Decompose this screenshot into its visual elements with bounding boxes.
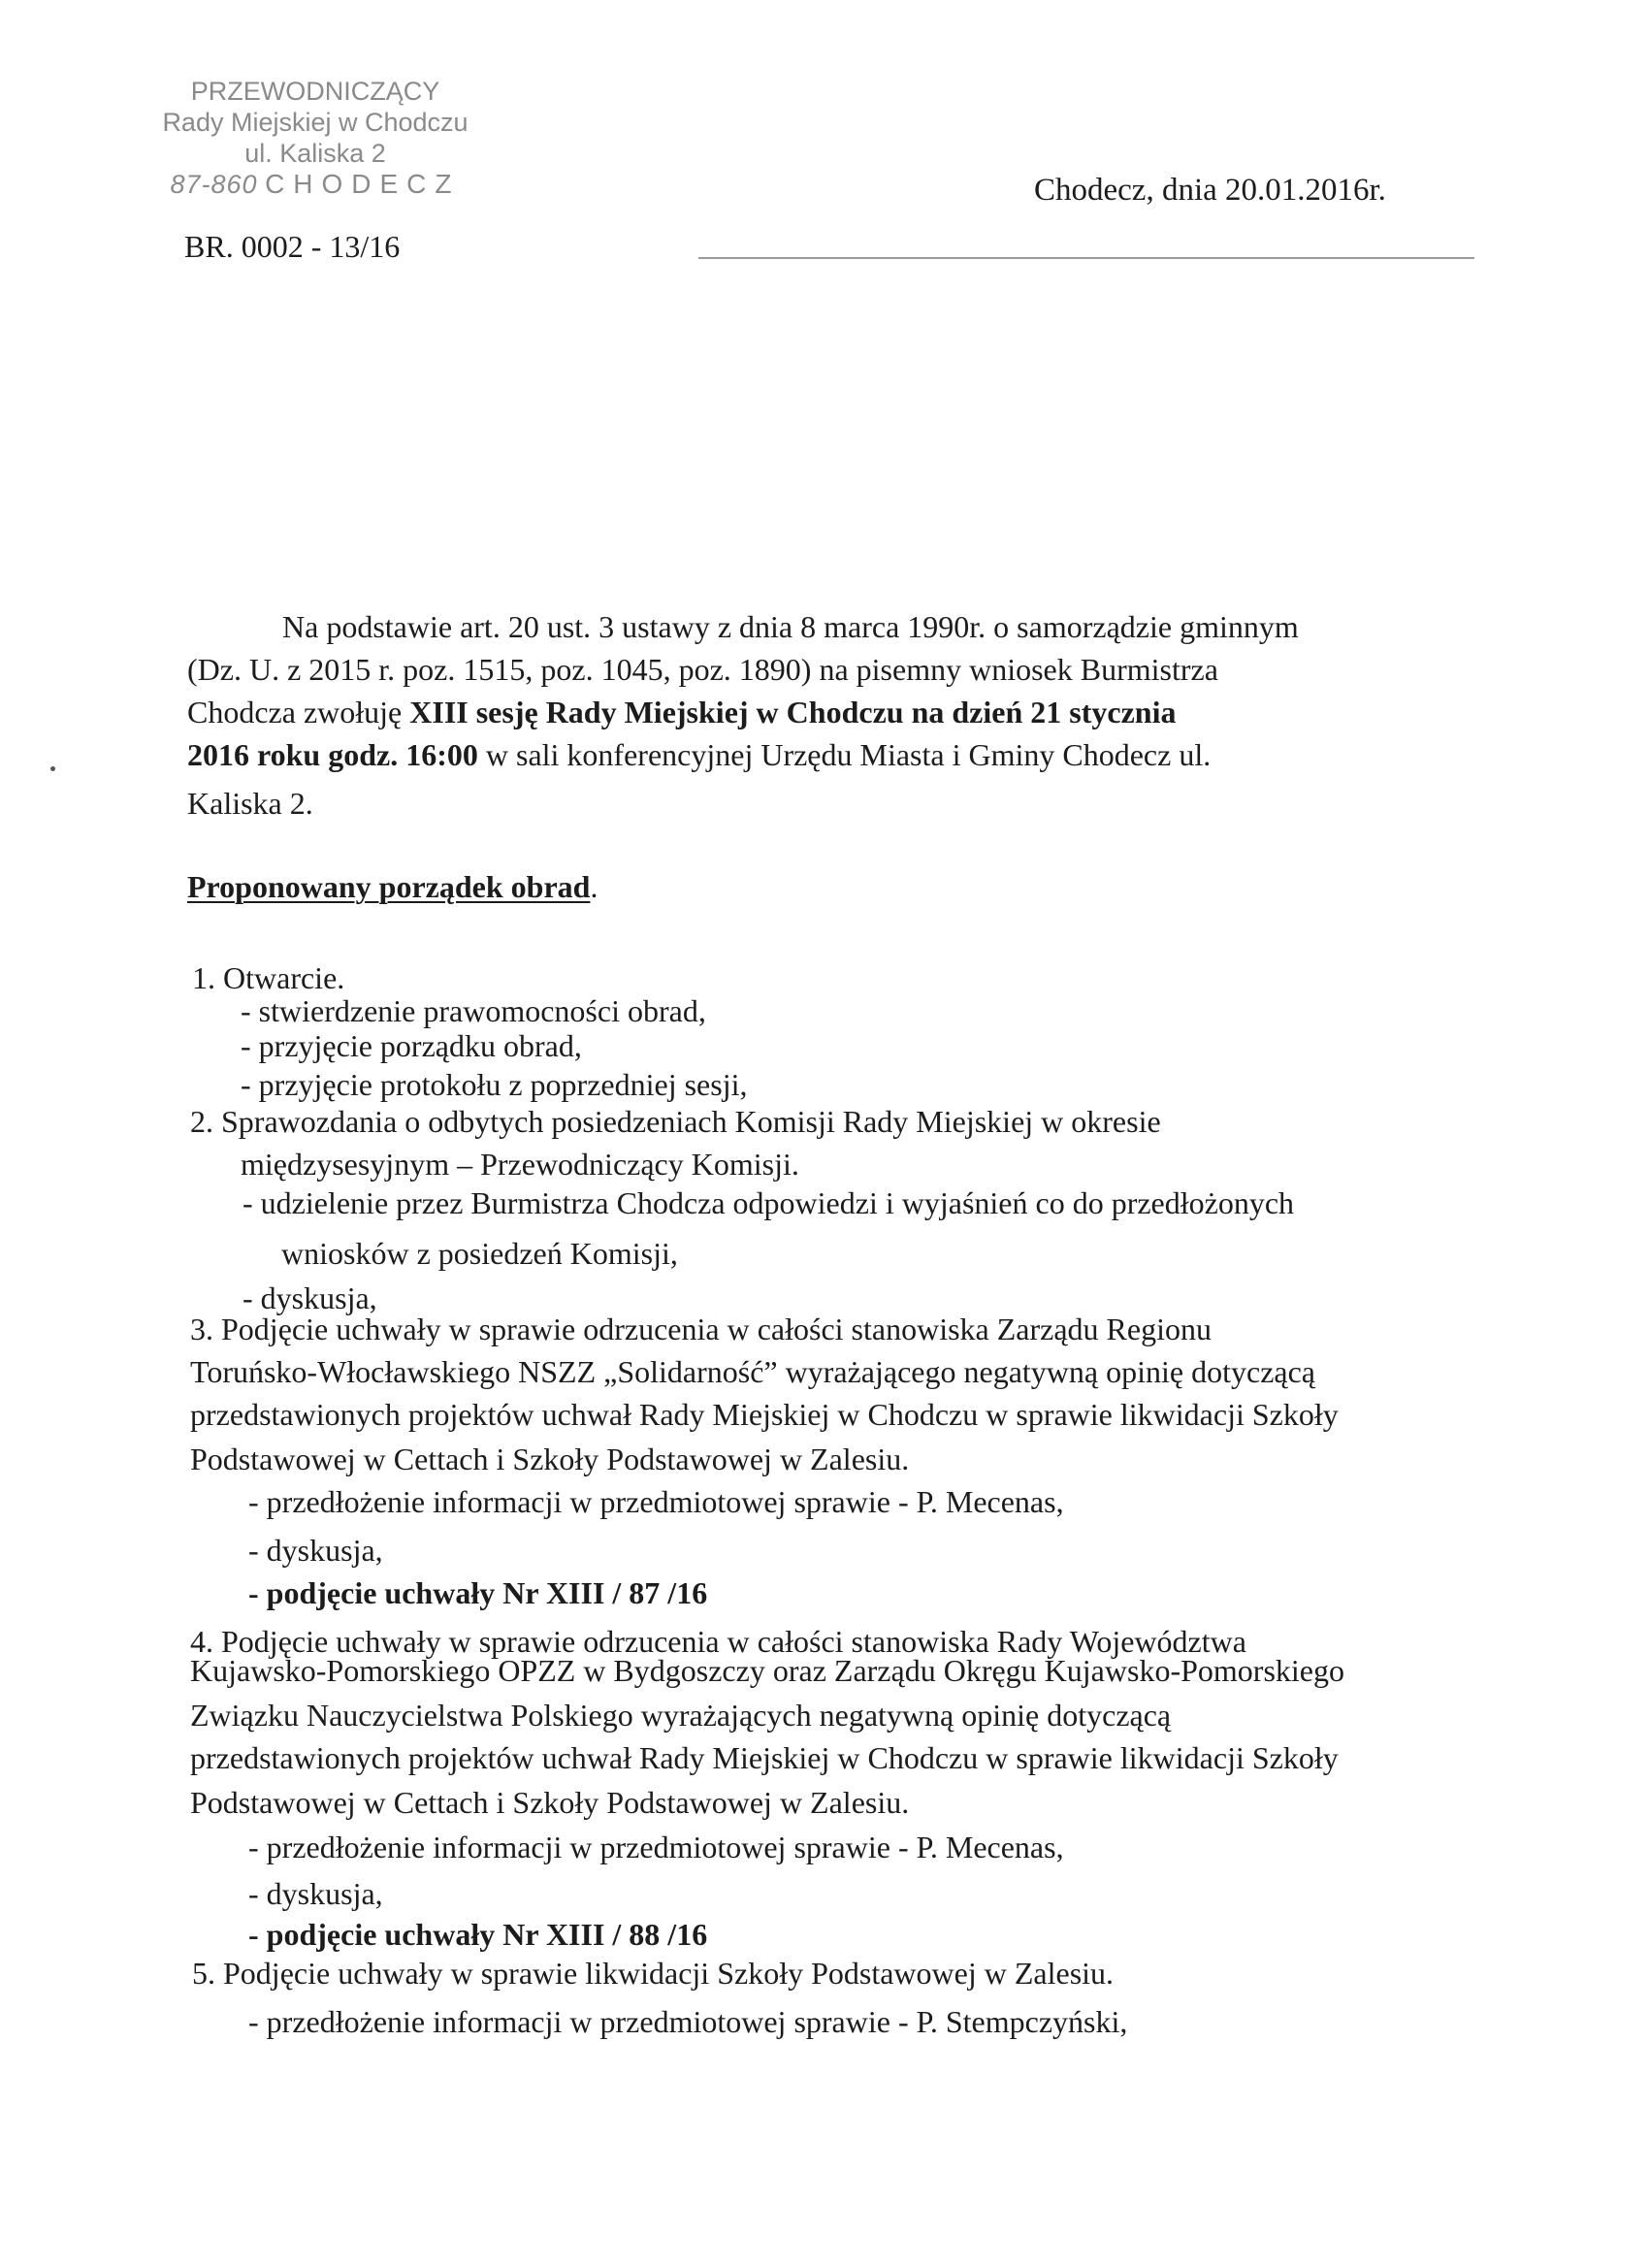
stamp-council: Rady Miejskiej w Chodczu (162, 108, 469, 137)
stamp-street: ul. Kaliska 2 (244, 139, 386, 168)
intro-line-4 (187, 737, 1211, 773)
reference-number: BR. 0002 - 13/16 (184, 229, 401, 264)
agenda-item-1-sub-b: - przyjęcie porządku obrad, (241, 1028, 582, 1063)
agenda-item-4-sub-b: - dyskusja, (248, 1876, 383, 1911)
intro-line-2: (Dz. U. z 2015 r. poz. 1515, poz. 1045, poz. 1890) na pisemny wniosek Burmistrza (187, 652, 1218, 687)
agenda-item-1-sub-a: - stwierdzenie prawomocności obrad, (241, 993, 706, 1028)
agenda-item-5-sub-a: - przedłożenie informacji w przedmiotowej sprawie - P. Stempczyński, (248, 2004, 1128, 2039)
agenda-item-4-sub-c (248, 1917, 707, 1953)
resolution-87: - podjęcie uchwały Nr XIII / 87 /16 (248, 1575, 708, 1610)
stamp-address (126, 169, 504, 200)
agenda-item-2-sub-a: - udzielenie przez Burmistrza Chodcza odpowiedzi i wyjaśnień co do przedłożonych (242, 1185, 1295, 1220)
agenda-item-3-sub-c (248, 1575, 707, 1611)
agenda-item-4-line-3: Związku Nauczycielstwa Polskiego wyrażających negatywną opinię dotyczącą (190, 1698, 1172, 1733)
agenda-item-2-cont: międzysesyjnym – Przewodniczący Komisji. (241, 1147, 799, 1182)
agenda-item-4-line-4: przedstawionych projektów uchwał Rady Miejskiej w Chodczu w sprawie likwidacji Szkoły (190, 1740, 1339, 1775)
stamp-title: PRZEWODNICZĄCY (190, 77, 440, 106)
agenda-item-2-sub-a-cont: wniosków z posiedzeń Komisji, (281, 1236, 678, 1271)
document-date: Chodecz, dnia 20.01.2016r. (1034, 173, 1386, 208)
agenda-item-3-line-1: 3. Podjęcie uchwały w sprawie odrzucenia w całości stanowiska Zarządu Regionu (190, 1312, 1212, 1346)
agenda-item-4-line-5: Podstawowej w Cettach i Szkoły Podstawowej w Zalesiu. (190, 1785, 910, 1820)
stamp-city: CHODECZ (265, 169, 461, 199)
resolution-88: - podjęcie uchwały Nr XIII / 88 /16 (248, 1917, 708, 1952)
intro-line-1: Na podstawie art. 20 ust. 3 ustawy z dnia 8 marca 1990r. o samorządzie gminnym (282, 609, 1299, 644)
stamp-postal-code: 87-860 (170, 170, 258, 199)
intro-line-3-start: Chodcza zwołuję (187, 695, 410, 729)
agenda-item-3-line-3: przedstawionych projektów uchwał Rady Miejskiej w Chodczu w sprawie likwidacji Szkoły (190, 1397, 1339, 1432)
agenda-item-3-sub-a: - przedłożenie informacji w przedmiotowej sprawie - P. Mecenas, (248, 1484, 1064, 1519)
agenda-item-1-sub-c: - przyjęcie protokołu z poprzedniej sesji, (241, 1067, 748, 1102)
agenda-item-3-sub-b: - dyskusja, (248, 1533, 383, 1568)
agenda-item-2-sub-b: - dyskusja, (242, 1280, 377, 1315)
agenda-title-dot: . (590, 869, 598, 904)
agenda-item-2: 2. Sprawozdania o odbytych posiedzeniach Komisji Rady Miejskiej w okresie (190, 1104, 1161, 1139)
agenda-title: Proponowany porządek obrad (187, 869, 591, 904)
intro-line-4-end: w sali konferencyjnej Urzędu Miasta i Gminy Chodecz ul. (477, 737, 1212, 772)
intro-line-5: Kaliska 2. (187, 786, 313, 821)
agenda-item-4-line-2: Kujawsko-Pomorskiego OPZZ w Bydgoszczy oraz Zarządu Okręgu Kujawsko-Pomorskiego (190, 1653, 1344, 1688)
agenda-item-4-line-1: 4. Podjęcie uchwały w sprawie odrzucenia w całości stanowiska Rady Województwa (190, 1624, 1246, 1659)
agenda-item-1: 1. Otwarcie. (192, 960, 345, 995)
chairman-stamp (126, 76, 504, 200)
agenda-item-4-sub-a: - przedłożenie informacji w przedmiotowej sprawie - P. Mecenas, (248, 1830, 1064, 1864)
session-announcement: XIII sesję Rady Miejskiej w Chodczu na dzień 21 stycznia (409, 695, 1177, 729)
intro-line-3 (187, 695, 1176, 730)
header-rule (698, 257, 1474, 259)
agenda-item-5: 5. Podjęcie uchwały w sprawie likwidacji Szkoły Podstawowej w Zalesiu. (192, 1956, 1115, 1991)
session-time: 2016 roku godz. 16:00 (187, 737, 478, 772)
agenda-item-3-line-2: Toruńsko-Włocławskiego NSZZ „Solidarność” wyrażającego negatywną opinię dotyczącą (190, 1354, 1315, 1389)
scan-speck (50, 766, 55, 771)
agenda-item-3-line-4: Podstawowej w Cettach i Szkoły Podstawowej w Zalesiu. (190, 1442, 910, 1476)
agenda-heading (187, 869, 598, 905)
